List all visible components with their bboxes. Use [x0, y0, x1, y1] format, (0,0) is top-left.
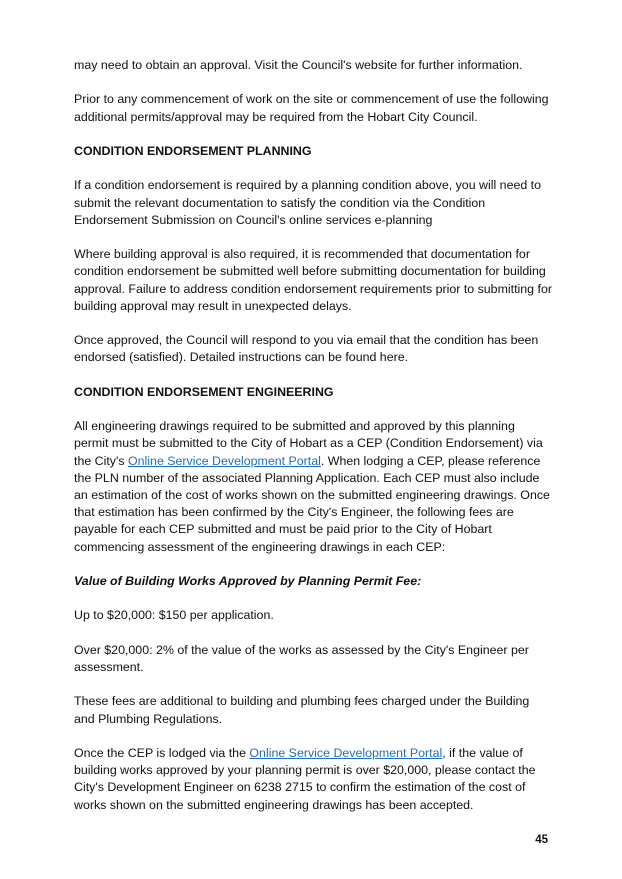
- page-body: [74, 57, 552, 831]
- engineering-text-start: All engineering drawings required to be submitted and approved by this planning permit must be submitted to the City of Hobart as a CEP (Condition Endorsement) via the City's: [74, 419, 543, 468]
- paragraph-engineering-drawings: [74, 418, 552, 556]
- paragraph-permits-intro: Prior to any commencement of work on the site or commencement of use the following additional permits/approval may be required from the Hobart City Council.: [74, 92, 549, 124]
- cep-text-end: , if the value of building works approved by your planning permit is over $20,000, please contact the City's Development Engineer on 6238 2715 to confirm the estimation of the cost of works shown on the submitted engineering drawings has been accepted.: [74, 745, 536, 812]
- paragraph-fee-up-to-20000: Up to $20,000: $150 per application.: [74, 608, 274, 623]
- paragraph-cep-lodged: [74, 745, 552, 814]
- online-service-portal-link[interactable]: Online Service Development Portal: [128, 453, 321, 468]
- paragraph-approval-note: may need to obtain an approval. Visit the Council's website for further information.: [74, 58, 523, 72]
- heading-fee-table: Value of Building Works Approved by Planning Permit Fee:: [74, 573, 422, 588]
- paragraph-planning-submission: If a condition endorsement is required by a planning condition above, you will need to submit the relevant documentation to satisfy the condition via the Condition Endorsement Submission on Council's online services e-planning: [74, 178, 542, 227]
- heading-condition-endorsement-engineering: CONDITION ENDORSEMENT ENGINEERING: [74, 384, 334, 399]
- heading-condition-endorsement-planning: CONDITION ENDORSEMENT PLANNING: [74, 143, 312, 158]
- online-service-portal-link-2[interactable]: Online Service Development Portal: [249, 745, 443, 760]
- paragraph-fee-over-20000: Over $20,000: 2% of the value of the works as assessed by the City's Engineer per assessment.: [74, 642, 529, 674]
- cep-text-start: Once the CEP is lodged via the: [74, 745, 250, 760]
- paragraph-approval-response: Once approved, the Council will respond to you via email that the condition has been endorsed (satisfied). Detailed instructions can be found here.: [74, 333, 539, 365]
- paragraph-additional-fees: These fees are additional to building and plumbing fees charged under the Building and Plumbing Regulations.: [74, 694, 530, 726]
- paragraph-building-approval: Where building approval is also required, it is recommended that documentation for condition endorsement be submitted well before submitting documentation for building approval. Failure to address condition endorsement requirements prior to submitting for building approval may result in unexpected delays.: [74, 247, 552, 313]
- page-number: 45: [535, 834, 548, 846]
- engineering-text-end: . When lodging a CEP, please reference the PLN number of the associated Planning Application. Each CEP must also include an estimation of the cost of works shown on the submitted engineering drawings. Once that estimation has been confirmed by the City's Engineer, the following fees are payable for each CEP submitted and must be paid prior to the City of Hobart commencing assessment of the engineering drawings in each CEP:: [74, 453, 550, 554]
